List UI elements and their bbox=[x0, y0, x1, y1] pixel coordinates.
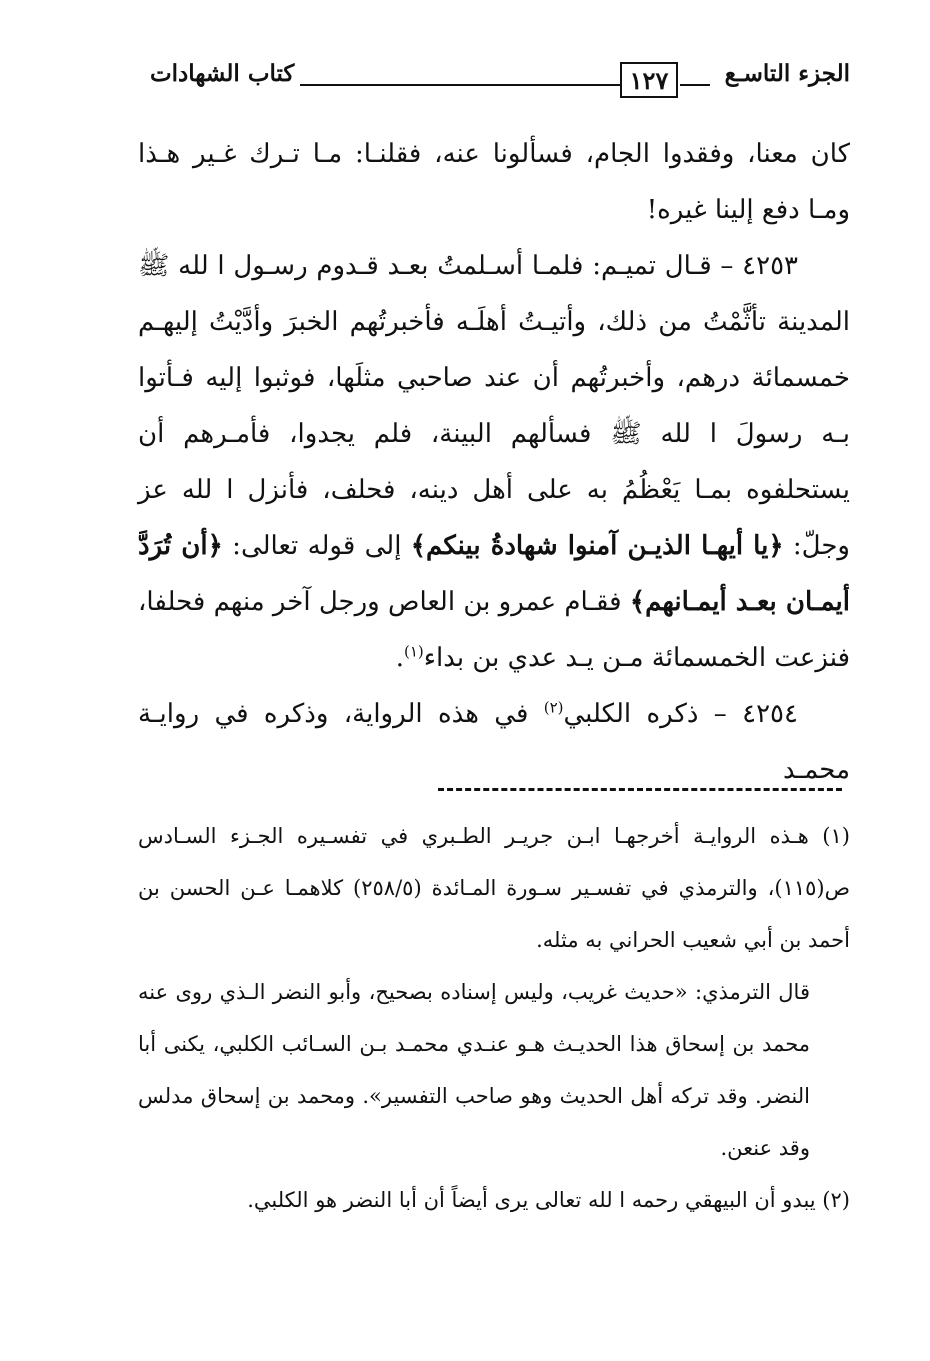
volume-title: الجزء التاسـع bbox=[724, 60, 850, 87]
hadith-4253 bbox=[138, 238, 850, 686]
hadith-4253-text-c: فقـام عمرو بن العاص ورجل آخر منهم فحلفا، فنزعت الخمسمائة مـن يـد عدي بن بداء bbox=[138, 587, 850, 673]
book-title: كتاب الشهادات bbox=[150, 60, 295, 87]
footnote-ref-1: (١) bbox=[403, 642, 424, 661]
hadith-4254-text-a: ٤٢٥٤ – ذكره الكلبي bbox=[563, 699, 798, 729]
page-header bbox=[150, 60, 850, 104]
footnote-1: (١) هـذه الروايـة أخرجهـا ابـن جريـر الطـبري في تفسـيره الجـزء السـادس ص(١١٥)، والترمذي في تفسـير سـورة المـائدة (٢٥٨/٥) كلاهمـا عـن الحسن بن أحمد بن أبي شعيب الحراني به مثله. bbox=[138, 824, 850, 952]
footnote-2: (٢) يبدو أن البيهقي رحمه ا لله تعالى يرى أيضاً أن أبا النضر هو الكلبي. bbox=[247, 1188, 850, 1212]
hadith-4253-end: . bbox=[395, 643, 404, 673]
hadith-4253-text-b: إلى قوله تعالى: bbox=[222, 531, 411, 561]
quran-quote-1: ﴿يا أيهـا الذيـن آمنوا شهادةُ بينكم﴾ bbox=[410, 531, 784, 561]
footnote-ref-2: (٢) bbox=[543, 698, 564, 717]
hadith-4254-text-b: في هذه الرواية، وذكره في روايـة محمـد bbox=[138, 699, 850, 785]
main-text bbox=[138, 126, 850, 798]
hadith-4254 bbox=[138, 686, 850, 798]
paragraph-continuation: كان معنا، وفقدوا الجام، فسألونا عنه، فقلنـا: مـا تـرك غـير هـذا ومـا دفع إلينا غيره! bbox=[138, 139, 850, 225]
hadith-4253-text-a: ٤٢٥٣ – قـال تميـم: فلمـا أسـلمتُ بعـد قـدوم رسـول ا لله ﷺ المدينة تأثَّمْتُ من ذلك، وأتيـتُ أهلَـه فأخبرتُهم الخبرَ وأدَّيْتُ إليهـم خمسمائة درهم، وأخبرتُهم أن عند صاحبي مثلَها، فوثبوا إليه فـأتوا بـه رسولَ ا لله ﷺ فسألهم البينة، فلم يجدوا، فأمـرهم أن يستحلفوه بمـا يَعْظُمُ به على أهل دينه، فحلف، فأنزل ا لله عز وجلّ: bbox=[138, 251, 850, 561]
header-rule-right bbox=[680, 84, 710, 86]
quran-quote-2: ﴿أن تُرَدَّ أيمـان بعـد أيمـانهم﴾ bbox=[138, 531, 850, 617]
footnotes bbox=[138, 810, 850, 1226]
footnote-1-continuation: قال الترمذي: «حديث غريب، وليس إسناده بصحيح، وأبو النضر الـذي روى عنه محمد بن إسحاق هذا الحديـث هـو عنـدي محمـد بـن السـائب الكلبي، يكنى أبا النضر. وقد تركه أهل الحديث وهو صاحب التفسير». ومحمد بن إسحاق مدلس وقد عنعن. bbox=[138, 980, 810, 1160]
header-rule-left bbox=[300, 84, 620, 86]
footnote-separator bbox=[438, 788, 842, 791]
page-number: ١٢٧ bbox=[620, 62, 678, 98]
